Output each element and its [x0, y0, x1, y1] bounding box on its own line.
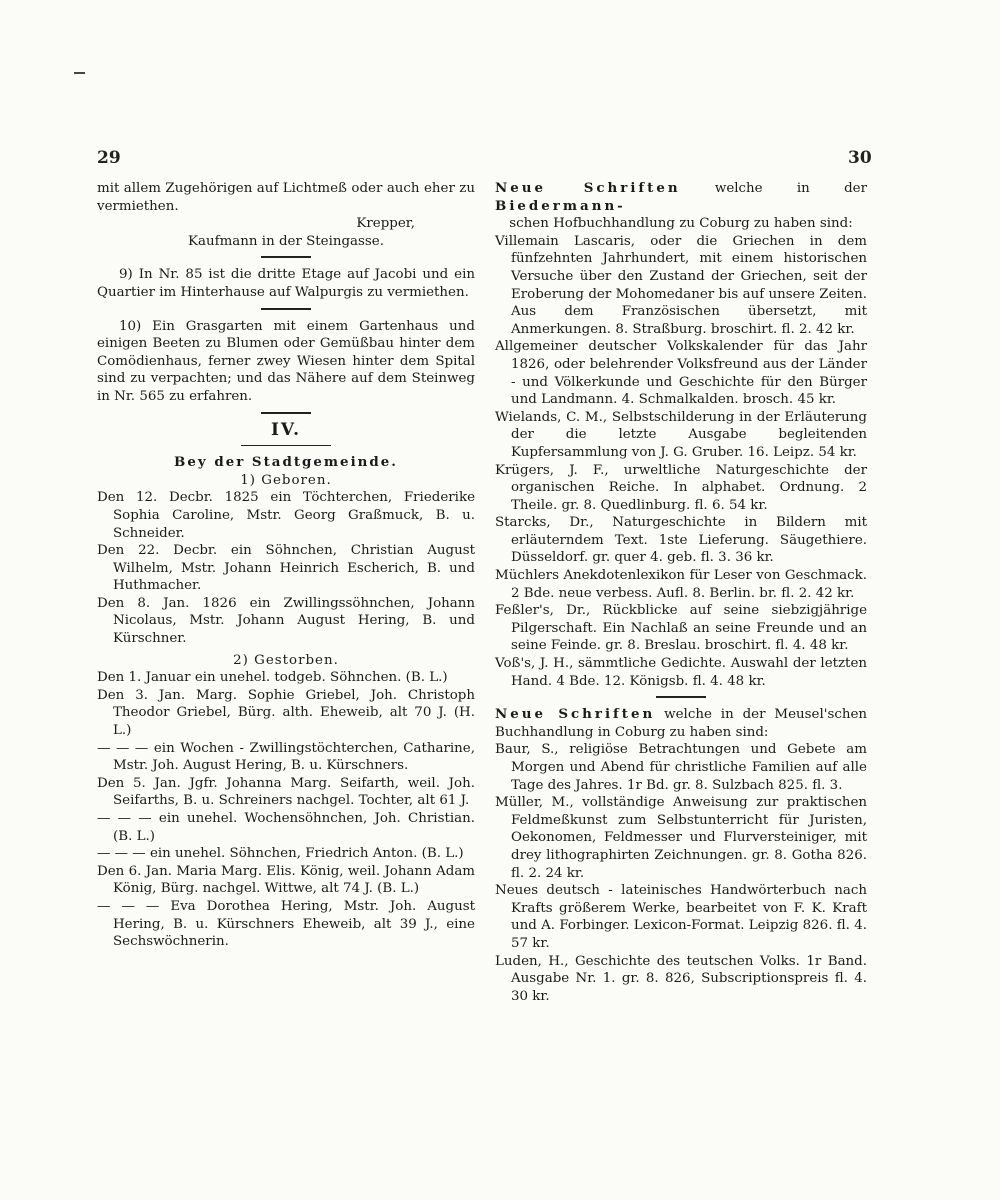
separator-rule — [261, 256, 311, 258]
death-entry: — — — Eva Dorothea Hering, Mstr. Joh. August Hering, B. u. Kürschners Eheweib, alt 39 J., eine Sechswöchnerin. — [97, 898, 475, 950]
book-entry: Krügers, J. F., urweltliche Naturgeschichte der organischen Reiche. In alphabet. Ordnung. 2 Theile. gr. 8. Quedlinburg. fl. 6. 54 kr. — [495, 462, 867, 513]
death-entry: Den 5. Jan. Jgfr. Johanna Marg. Seifarth, weil. Joh. Seifarths, B. u. Schreiners nachgel. Tochter, alt 61 J. — [97, 775, 475, 809]
book-entry: Starcks, Dr., Naturgeschichte in Bildern mit erläuterndem Text. 1ste Lieferung. Säugethiere. Düsseldorf. gr. quer 4. geb. fl. 3. 36 kr. — [495, 515, 867, 566]
page-number-right: 30 — [848, 148, 872, 168]
separator-rule — [261, 412, 311, 414]
death-entry: Den 1. Januar ein unehel. todgeb. Söhnchen. (B. L.) — [97, 670, 448, 686]
notice-item-9: 9) In Nr. 85 ist die dritte Etage auf Jacobi und ein Quartier im Hinterhause auf Walpurgis zu vermiethen. — [97, 267, 475, 300]
left-column — [97, 180, 475, 951]
margin-mark — [74, 72, 85, 74]
book-entry: Allgemeiner deutscher Volkskalender für das Jahr 1826, oder belehrender Volksfreund aus der Länder - und Völkerkunde und Geschichte für den Bürger und Landmann. 4. Schmalkalden. brosch. 45 kr. — [495, 339, 867, 408]
notice-line-2: eher zu vermiethen. — [97, 181, 475, 214]
bookshop-intro-2 — [495, 706, 867, 741]
death-entry: — — — ein unehel. Wochensöhnchen, Joh. Christian. (B. L.) — [97, 811, 475, 844]
birth-entry: Den 22. Decbr. ein Söhnchen, Christian August Wilhelm, Mstr. Johann Heinrich Escherich, B. und Huthmacher. — [97, 543, 475, 594]
intro-text: welche in der Meusel'schen Buchhandlung in Coburg zu haben sind: — [495, 707, 867, 740]
death-entry: — — — ein unehel. Söhnchen, Friedrich Anton. (B. L.) — [97, 846, 464, 862]
subheading-born: 1) Geboren. — [240, 472, 332, 488]
book-entry: Voß's, J. H., sämmtliche Gedichte. Auswahl der letzten Hand. 4 Bde. 12. Königsb. fl. 4. 48 kr. — [495, 656, 867, 689]
bookshop-intro-1 — [495, 180, 867, 233]
birth-entry: Den 8. Jan. 1826 ein Zwillingssöhnchen, Johann Nicolaus, Mstr. Johann August Hering, B. und Kürschner. — [97, 595, 475, 647]
separator-rule — [656, 696, 706, 698]
right-column — [495, 180, 867, 1005]
intro-title: Neue Schriften — [495, 706, 656, 723]
signature-title: Kaufmann in der Steingasse. — [188, 233, 384, 249]
book-entry: Luden, H., Geschichte des teutschen Volks. 1r Band. Ausgabe Nr. 1. gr. 8. 826, Subscriptionspreis fl. 4. 30 kr. — [495, 953, 867, 1004]
page-number-left: 29 — [97, 148, 121, 168]
death-entry: — — — ein Wochen - Zwillingstöchterchen, Catharine, Mstr. Joh. August Hering, B. u. Kürschners. — [97, 740, 475, 774]
separator-rule — [241, 445, 331, 446]
death-entry: Den 3. Jan. Marg. Sophie Griebel, Joh. Christoph Theodor Griebel, Bürg. alth. Eheweib, alt 70 J. (H. L.) — [97, 687, 475, 739]
book-entry: Baur, S., religiöse Betrachtungen und Gebete am Morgen und Abend für christliche Familien auf alle Tage des Jahres. 1r Bd. gr. 8. Sulzbach 825. fl. 3. — [495, 742, 867, 793]
book-entry: Neues deutsch - lateinisches Handwörterbuch nach Krafts größerem Werke, bearbeitet von F. K. Kraft und A. Forbinger. Lexicon-Format. Leipzig 826. fl. 4. 57 kr. — [495, 883, 867, 951]
signature-name: Krepper, — [356, 216, 415, 232]
intro-title: Neue Schriften — [495, 180, 681, 196]
birth-entry: Den 12. Decbr. 1825 ein Töchterchen, Friederike Sophia Caroline, Mstr. Georg Graßmuck, B. u. Schneider. — [97, 490, 475, 541]
book-entry: Feßler's, Dr., Rückblicke auf seine siebzigjährige Pilgerschaft. Ein Nachlaß an seine Freunde und an seine Feinde. gr. 8. Breslau. broschirt. fl. 4. 48 kr. — [495, 603, 867, 654]
notice-item-10: 10) Ein Grasgarten mit einem Gartenhaus und einigen Beeten zu Blumen oder Gemüßbau hinter dem Comödienhaus, ferner zwey Wiesen hinter dem Spital sind zu verpachten; und das Nähere auf dem Steinweg in Nr. 565 zu erfahren. — [97, 318, 475, 404]
intro-bookshop: Biedermann- — [495, 197, 626, 214]
death-entry: Den 6. Jan. Maria Marg. Elis. König, weil. Johann Adam König, Bürg. nachgel. Wittwe, alt 74 J. (B. L.) — [97, 863, 475, 897]
section-number: IV. — [270, 419, 302, 440]
subheading-died: 2) Gestorben. — [233, 652, 339, 668]
separator-rule — [261, 308, 311, 310]
book-entry: Wielands, C. M., Selbstschilderung in der Erläuterung der die letzte Ausgabe begleitenden Kupfersammlung von J. G. Gruber. 16. Leipz. 54 kr. — [495, 409, 867, 460]
intro-text: schen Hofbuchhandlung zu Coburg zu haben sind: — [509, 216, 853, 232]
section-heading: Bey der Stadtgemeinde. — [174, 454, 398, 471]
book-entry: Müchlers Anekdotenlexikon für Leser von Geschmack. 2 Bde. neue verbess. Aufl. 8. Berlin. br. fl. 2. 42 kr. — [495, 568, 867, 601]
book-entry: Villemain Lascaris, oder die Griechen in dem fünfzehnten Jahrhundert, mit einem historischen Versuche über den Zustand der Griechen, seit der Eroberung der Mohomedaner bis auf unsere Zeiten. Aus dem Französischen übersetzt, mit Anmerkungen. 8. Straßburg. broschirt. fl. 2. 42 kr. — [495, 233, 867, 337]
notice-line-1: mit allem Zugehörigen auf Lichtmeß oder auch — [97, 181, 420, 196]
book-entry: Müller, M., vollständige Anweisung zur praktischen Feldmeßkunst zum Selbstunterricht für Juristen, Oekonomen, Feldmesser und Flurversteiniger, mit drey lithographirten Zeichnungen. gr. 8. Gotha 826. fl. 2. 24 kr. — [495, 795, 867, 881]
intro-text: welche in der — [680, 181, 867, 196]
lease-notice-continuation — [97, 180, 475, 215]
